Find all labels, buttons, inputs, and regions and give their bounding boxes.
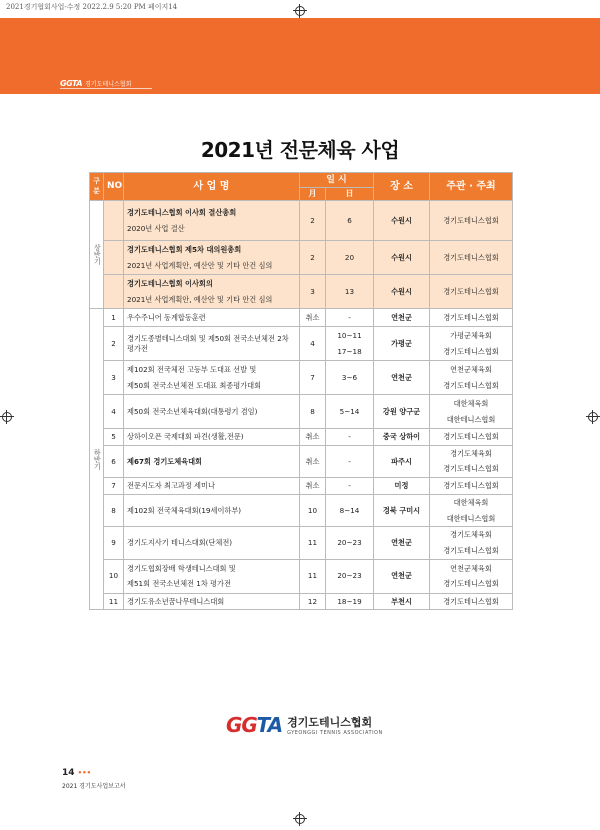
- row-no: [104, 241, 124, 275]
- row-no: 5: [104, 429, 124, 446]
- row-host: [430, 309, 513, 327]
- table-row: [90, 241, 513, 275]
- row-no: 3: [104, 361, 124, 395]
- host-line: 경기도테니스협회: [443, 286, 499, 296]
- event-line: 제50회 전국소년체전 도대표 최종평가대회: [127, 380, 262, 390]
- row-no: 1: [104, 309, 124, 327]
- table-row: [90, 478, 513, 495]
- event-line: 경기도테니스협회 이사회 결산총회: [127, 207, 237, 217]
- row-day: -: [326, 309, 374, 327]
- row-day: 8~14: [326, 494, 374, 526]
- logo-mark-b: TA: [256, 713, 283, 737]
- row-event: [124, 527, 300, 559]
- row-host: [430, 445, 513, 477]
- row-day: [326, 327, 374, 361]
- row-event: [124, 395, 300, 429]
- row-day: 18~19: [326, 593, 374, 610]
- table-row: [90, 395, 513, 429]
- row-place: 수원시: [374, 275, 430, 309]
- section-label-second-half: 하반기: [90, 309, 104, 610]
- table-row: [90, 494, 513, 526]
- row-month: 10: [300, 494, 326, 526]
- logo-mark: [226, 713, 282, 737]
- day-line: 10~11: [337, 330, 362, 340]
- header-event: 사 업 명: [124, 173, 300, 201]
- row-no: 9: [104, 527, 124, 559]
- row-day: -: [326, 478, 374, 495]
- row-month: 12: [300, 593, 326, 610]
- table-row: [90, 527, 513, 559]
- table-row: [90, 445, 513, 477]
- row-place: 경북 구미시: [374, 494, 430, 526]
- row-month: 11: [300, 527, 326, 559]
- row-host: [430, 559, 513, 593]
- row-day: 13: [326, 275, 374, 309]
- schedule-table: [89, 172, 513, 610]
- event-line: 제51회 전국소년체전 1차 평가전: [127, 579, 231, 589]
- event-line: 경기도테니스협회 이사회의: [127, 278, 213, 288]
- page-title: 2021년 전문체육 사업: [200, 138, 400, 162]
- row-place: 파주시: [374, 445, 430, 477]
- table-row: [90, 559, 513, 593]
- row-month: 취소: [300, 445, 326, 477]
- band-logo-mark: GGTA: [60, 78, 83, 88]
- host-line: 대한체육회: [453, 398, 489, 408]
- event-line: 경기도종별테니스대회 및 제50회 전국소년체전 2차 평가전: [127, 333, 289, 353]
- host-line: 경기도테니스협회: [443, 380, 499, 390]
- row-month: 8: [300, 395, 326, 429]
- row-month: 7: [300, 361, 326, 395]
- row-host: [430, 494, 513, 526]
- row-no: 7: [104, 478, 124, 495]
- crop-mark-left: [0, 410, 14, 424]
- row-no: [104, 201, 124, 241]
- host-line: 대한체육회: [453, 497, 489, 507]
- host-line: 경기도테니스협회: [443, 312, 499, 322]
- row-event: [124, 429, 300, 446]
- row-event: [124, 327, 300, 361]
- row-event: [124, 445, 300, 477]
- row-event: [124, 201, 300, 241]
- header-place: 장 소: [374, 173, 430, 201]
- row-no: 11: [104, 593, 124, 610]
- table-row: [90, 201, 513, 241]
- event-line: 제102회 전국체육대회(19세이하부): [127, 505, 242, 515]
- row-host: [430, 478, 513, 495]
- report-name: 2021 경기도사업보고서: [62, 783, 126, 790]
- row-no: 6: [104, 445, 124, 477]
- host-line: 연천군체육회: [450, 563, 492, 573]
- host-line: 경기도테니스협회: [443, 596, 499, 606]
- page-number-value: 14: [62, 768, 75, 778]
- logo-name-kr: 경기도테니스협회: [287, 716, 373, 729]
- row-host: [430, 361, 513, 395]
- header-date: 일 시: [300, 173, 374, 188]
- band-logo-underline: [60, 88, 152, 89]
- event-line: 경기도유소년꿈나무테니스대회: [127, 596, 225, 606]
- table-row: [90, 309, 513, 327]
- print-header: 2021경기협회사업-수정 2022.2.9 5:20 PM 페이지14: [6, 3, 178, 11]
- event-line: 우수주니어 동계합동훈련: [127, 312, 206, 322]
- row-day: 20: [326, 241, 374, 275]
- row-place: 수원시: [374, 201, 430, 241]
- row-month: 3: [300, 275, 326, 309]
- row-host: [430, 201, 513, 241]
- row-place: 미정: [374, 478, 430, 495]
- row-event: [124, 593, 300, 610]
- association-logo: [226, 713, 383, 737]
- table-row: [90, 361, 513, 395]
- event-line: 경기도지사기 테니스대회(단체전): [127, 538, 233, 548]
- event-line: 상하이오픈 국제대회 파견(생활,전문): [127, 432, 244, 441]
- band-logo-text: 경기도테니스협회: [85, 80, 132, 88]
- event-line: 2021년 사업계획안, 예산안 및 기타 안건 심의: [127, 260, 273, 270]
- event-line: 전문지도자 최고과정 세미나: [127, 481, 215, 491]
- table-row: [90, 327, 513, 361]
- row-host: [430, 593, 513, 610]
- header-section: 구분: [90, 173, 104, 201]
- event-line: 경기도협회장배 학생테니스대회 및: [127, 563, 236, 573]
- day-line: 17~18: [337, 346, 362, 356]
- row-no: 8: [104, 494, 124, 526]
- row-host: [430, 327, 513, 361]
- event-line: 제102회 전국체전 고등부 도대표 선발 및: [127, 364, 257, 374]
- event-line: 2020년 사업 결산: [127, 223, 185, 233]
- host-line: 경기도체육회: [450, 448, 492, 458]
- row-month: 4: [300, 327, 326, 361]
- row-host: [430, 527, 513, 559]
- row-month: 2: [300, 201, 326, 241]
- host-line: 경기도테니스협회: [443, 546, 499, 556]
- row-day: -: [326, 429, 374, 446]
- section-label-first-half: 상반기: [90, 201, 104, 309]
- header-day: 日: [326, 188, 374, 201]
- crop-mark-bottom: [293, 812, 307, 826]
- row-day: 3~6: [326, 361, 374, 395]
- row-day: 20~23: [326, 527, 374, 559]
- host-line: 경기도테니스협회: [443, 432, 499, 441]
- row-host: [430, 429, 513, 446]
- table-row: [90, 275, 513, 309]
- row-place: 수원시: [374, 241, 430, 275]
- logo-mark-a: GG: [226, 713, 257, 737]
- row-event: [124, 275, 300, 309]
- host-line: 경기도테니스협회: [443, 579, 499, 589]
- crop-mark-top: [293, 4, 307, 18]
- row-day: 20~23: [326, 559, 374, 593]
- row-no: [104, 275, 124, 309]
- header-host: 주관 · 주최: [430, 173, 513, 201]
- page-number: [62, 768, 91, 778]
- host-line: 가평군체육회: [450, 330, 492, 340]
- host-line: 경기도테니스협회: [443, 464, 499, 474]
- row-event: [124, 559, 300, 593]
- row-place: 부천시: [374, 593, 430, 610]
- row-place: 중국 상하이: [374, 429, 430, 446]
- event-line: 제67회 경기도체육대회: [127, 456, 202, 466]
- row-month: 취소: [300, 429, 326, 446]
- host-line: 경기도테니스협회: [443, 346, 499, 356]
- row-day: 5~14: [326, 395, 374, 429]
- row-host: [430, 241, 513, 275]
- band-logo: [60, 78, 131, 88]
- row-event: [124, 361, 300, 395]
- event-line: 제50회 전국소년체육대회(대통령기 겸임): [127, 406, 258, 416]
- host-line: 대한테니스협회: [446, 513, 496, 523]
- header-no: NO: [104, 173, 124, 201]
- crop-mark-right: [586, 410, 600, 424]
- row-place: 가평군: [374, 327, 430, 361]
- row-event: [124, 478, 300, 495]
- row-place: 강원 양구군: [374, 395, 430, 429]
- row-month: 취소: [300, 478, 326, 495]
- row-month: 취소: [300, 309, 326, 327]
- row-no: 10: [104, 559, 124, 593]
- host-line: 대한테니스협회: [446, 414, 496, 424]
- event-line: 경기도테니스협회 제5차 대의원총회: [127, 244, 242, 254]
- row-month: 11: [300, 559, 326, 593]
- header-month: 月: [300, 188, 326, 201]
- host-line: 연천군체육회: [450, 364, 492, 374]
- row-place: 연천군: [374, 527, 430, 559]
- host-line: 경기도체육회: [450, 530, 492, 540]
- row-no: 4: [104, 395, 124, 429]
- row-place: 연천군: [374, 309, 430, 327]
- row-place: 연천군: [374, 559, 430, 593]
- row-event: [124, 309, 300, 327]
- row-month: 2: [300, 241, 326, 275]
- host-line: 경기도테니스협회: [443, 215, 499, 225]
- table-row: [90, 593, 513, 610]
- row-host: [430, 395, 513, 429]
- row-day: -: [326, 445, 374, 477]
- host-line: 경기도테니스협회: [443, 252, 499, 262]
- event-line: 2021년 사업계획안, 예산안 및 기타 안건 심의: [127, 294, 273, 304]
- table-row: [90, 429, 513, 446]
- row-place: 연천군: [374, 361, 430, 395]
- row-event: [124, 494, 300, 526]
- row-host: [430, 275, 513, 309]
- logo-name-en: GYEONGGI TENNIS ASSOCIATION: [287, 730, 383, 736]
- row-no: 2: [104, 327, 124, 361]
- row-day: 6: [326, 201, 374, 241]
- host-line: 경기도테니스협회: [443, 481, 499, 491]
- row-event: [124, 241, 300, 275]
- page-dots: •••: [77, 769, 92, 777]
